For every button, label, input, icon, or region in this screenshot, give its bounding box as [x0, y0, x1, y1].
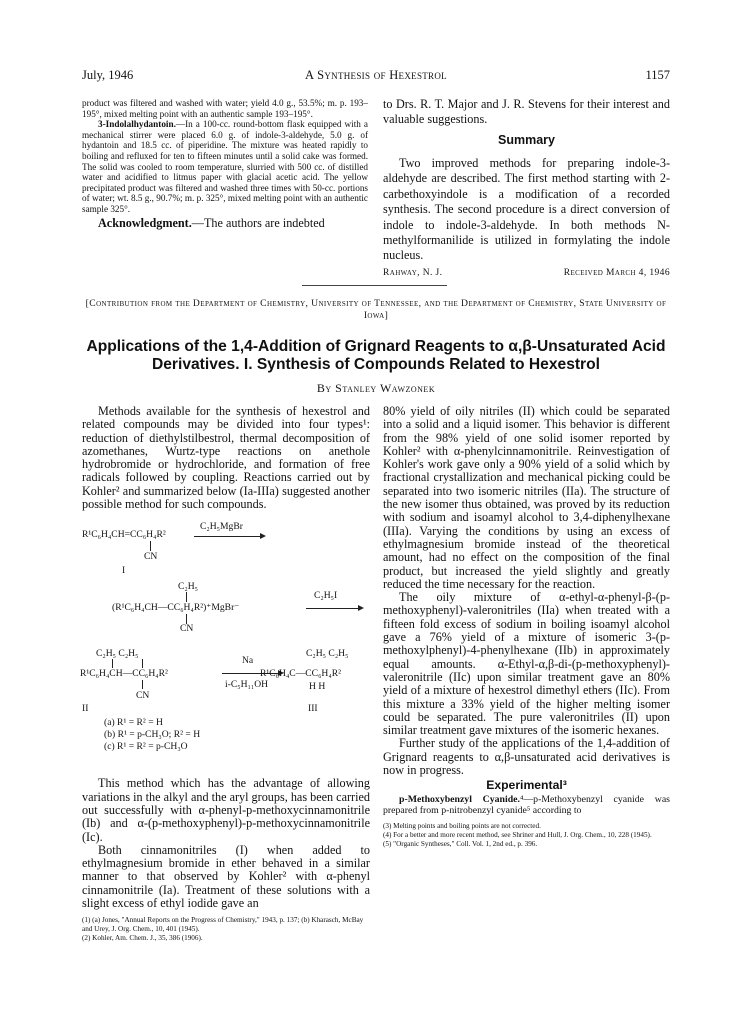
acknowledgment-text: —The authors are indebted — [191, 215, 325, 230]
summary-heading: Summary — [498, 133, 555, 147]
location: Rahway, N. J. — [383, 267, 443, 278]
substituent-c: (c) R¹ = R² = p-CH₃O — [104, 741, 188, 753]
substituent-a: (a) R¹ = R² = H — [104, 717, 163, 729]
indolalhydantoin-text: —In a 100-cc. round-bottom flask equipped with a mechanical stirrer were placed 6.0 g. of indole-3-aldehyde, 5.0 g. of hydantoin and 18.5 cc. of piperidine. The mixture was heated rapidly to boiling and refluxed for ten to fifteen minutes until a solid cake was formed. The solid was cooled to room temperature, slurried with 500 cc. of distilled water and acidified to litmus paper with glacial acetic acid. The yellow precipitated product was filtered and washed three times with 50-cc. portions of water; wt. 8.5 g., 90.7%; m. p. 325°, mixed melting point with an authentic sample 325°. — [82, 119, 368, 214]
reagent-sodium: Na — [242, 655, 254, 667]
left-footnotes — [82, 916, 370, 942]
top-left-paragraph-1: product was filtered and washed with water; yield 4.0 g., 53.5%; m. p. 193–195°, mixed melting point with an authentic sample 193–195°. — [82, 98, 368, 119]
article-title: Applications of the 1,4-Addition of Grignard Reagents to α,β-Unsaturated Acid Derivatives. I. Synthesis of Compounds Related to Hexestrol — [86, 338, 666, 373]
footnote-1: (1) (a) Jones, "Annual Reports on the Progress of Chemistry," 1943, p. 137; (b) Kharasch, McBay and Urey, J. Org. Chem., 10, 401 (1945). — [82, 916, 364, 933]
header-date: July, 1946 — [82, 68, 134, 82]
methoxybenzyl-cyanide-heading: p-Methoxybenzyl Cyanide. — [399, 794, 520, 806]
compound-iii-label: III — [308, 703, 318, 715]
compound-ii-cn: CN — [136, 690, 150, 702]
footnote-4: (4) For a better and more recent method, see Shriner and Hull, J. Org. Chem., 10, 228 (1945). — [383, 830, 652, 839]
bond-line — [150, 541, 151, 551]
reaction-scheme — [82, 511, 370, 777]
bond-line — [142, 659, 143, 668]
reaction-arrow-1 — [194, 536, 264, 537]
page-header — [82, 68, 670, 86]
header-running-title: A Synthesis of Hexestrol — [305, 68, 447, 82]
compound-ii-label: II — [82, 703, 89, 715]
contribution-note: [Contribution from the Department of Chemistry, University of Tennessee, and the Department of Chemistry, State University of Iowa] — [85, 298, 667, 321]
received-date: Received March 4, 1946 — [563, 267, 670, 278]
main-right-column — [383, 405, 670, 848]
footnote-3: (3) Melting points and boiling points are not corrected. — [383, 822, 541, 831]
top-left-column — [82, 98, 368, 230]
compound-i-formula: R¹C₆H₄CH=CC₆H₄R² — [82, 529, 166, 541]
header-page-number: 1157 — [645, 68, 670, 82]
right-footnotes — [383, 822, 670, 848]
top-right-column — [383, 97, 670, 278]
experimental-heading: Experimental³ — [486, 778, 567, 793]
footnote-2: (2) Kohler, Am. Chem. J., 35, 386 (1906). — [82, 933, 203, 942]
compound-iii-hydrogens: H H — [309, 681, 326, 693]
compound-i-label: I — [122, 565, 126, 577]
top-right-paragraph-1: to Drs. R. T. Major and J. R. Stevens for their interest and valuable suggestions. — [383, 97, 670, 126]
compound-ii-formula: R¹C₆H₄CH—CC₆H₄R² — [80, 668, 168, 680]
indolalhydantoin-heading: 3-Indolalhydantoin. — [98, 119, 176, 130]
results-paragraph: 80% yield of oily nitriles (II) which could be separated into a solid and a liquid isomer. This behavior is different from the 98% yield of one solid isomer reported by Kohler² with α-phenylcinnamonitrile. Reinvestigation of Kohler's work gave only a 90% yield of a solid which by fractional crystallization and mechanical picking could be separated into two isomeric nitriles (IIa). The structure of the new isomer thus obtained, was proved by its reduction with sodium and isoamyl alcohol to 3,4-diphenylhexane (IIIa). Varying the conditions by using an excess of ethylmagnesium bromide instead of the theoretical amount, had no effect on the composition of the final product, but increased the yield slightly and greatly reduced the time necessary for the reaction. — [383, 404, 670, 591]
top-left-paragraph-2 — [82, 119, 368, 214]
intro-paragraph: Methods available for the synthesis of hexestrol and related compounds may be divided into four types¹: reduction of diethylstilbestrol, thermal decomposition of azomethanes, Wurtz-type reactions on anethole hydrobromide or hydrochloride, and formation of free radicals followed by coupling. Reactions carried out by Kohler² and summarized below (Ia-IIIa) suggested another possible method for such compounds. — [82, 404, 370, 512]
reaction-arrow-2 — [306, 608, 362, 609]
compound-ii-ethyls: C₂H₅ C₂H₅ — [96, 648, 139, 660]
compound-iii-formula: R¹C₆H₄C—CC₆H₄R² — [260, 668, 341, 680]
compound-iii-ethyls: C₂H₅ C₂H₅ — [306, 648, 349, 660]
intermediate-ethyl: C₂H₅ — [178, 581, 199, 593]
footnote-5: (5) "Organic Syntheses," Coll. Vol. 1, 2nd ed., p. 396. — [383, 839, 538, 848]
reagent-ethylmagnesium-bromide: C₂H₅MgBr — [200, 521, 243, 533]
acknowledgment-heading: Acknowledgment. — [98, 215, 192, 230]
section-divider — [302, 285, 447, 286]
bond-line — [112, 659, 113, 668]
cinnamonitrile-paragraph: Both cinnamonitriles (I) when added to ethylmagnesium bromide in ether behaved in a similar manner to that observed by Kohler² with α-phenyl cinnamonitrile (Ia). Treatment of these solutions with a slight excess of ethyl iodide gave an — [82, 842, 370, 911]
summary-text: Two improved methods for preparing indole-3-aldehyde are described. The first method starting with 2-carbethoxyindole is a modification of a recorded synthesis. The second procedure is a direct conversion of indole to indole-3-aldehyde. In both methods N-methylformanilide is utilized in formylating the indole nucleus. — [383, 156, 670, 263]
methoxybenzyl-cyanide-text: ⁴—p-Methoxybenzyl cyanide was prepared from p-nitrobenzyl cyanide⁵ according to — [383, 794, 670, 817]
intermediate-formula: (R¹C₆H₄CH—CC₆H₄R²)⁺MgBr⁻ — [112, 602, 240, 614]
experimental-paragraph — [383, 794, 670, 816]
intermediate-cn: CN — [180, 623, 194, 635]
acknowledgment-paragraph — [82, 216, 368, 230]
solvent-isoamyl-alcohol: i-C₅H₁₁OH — [225, 679, 269, 691]
signature-line — [383, 268, 670, 278]
main-left-column — [82, 405, 370, 942]
reagent-ethyl-iodide: C₂H₅I — [314, 590, 338, 602]
further-study-paragraph: Further study of the applications of the 1,4-addition of Grignard reagents to α,β-unsaturated acid derivatives is now in progress. — [383, 736, 670, 778]
substituent-b: (b) R¹ = p-CH₃O; R² = H — [104, 729, 201, 741]
method-paragraph: This method which has the advantage of allowing variations in the alkyl and the aryl groups, has been carried out successfully with α-phenyl-p-methoxycinnamonitrile (Ib) and α-(p-methoxyphenyl)-p-methoxycinnamonitrile (Ic). — [82, 776, 371, 844]
compound-i-cn: CN — [144, 551, 158, 563]
article-author: By Stanley Wawzonek — [316, 381, 436, 395]
bond-line — [142, 680, 143, 689]
bond-line — [186, 592, 187, 602]
reduction-paragraph: The oily mixture of α-ethyl-α-phenyl-β-(p-methoxyphenyl)-valeronitriles (IIa) when treated with a fifteen fold excess of sodium in boiling isoamyl alcohol gave a 76% yield of a mixture of isomeric 3-(p-methoxylphenyl)-4-phenylhexane (IIb) in approximately equal amounts. α-Ethyl-α,β-di-(p-methoxyphenyl)-valeronitrile (IIc) upon similar treatment gave an 80% yield of a mixture of hexestrol dimethyl ethers (IIc). From this mixture a 33% yield of the higher melting isomer could be separated. The pure valeronitriles (II) upon similar treatment gave mixtures of the isomeric hexanes. — [383, 590, 670, 738]
